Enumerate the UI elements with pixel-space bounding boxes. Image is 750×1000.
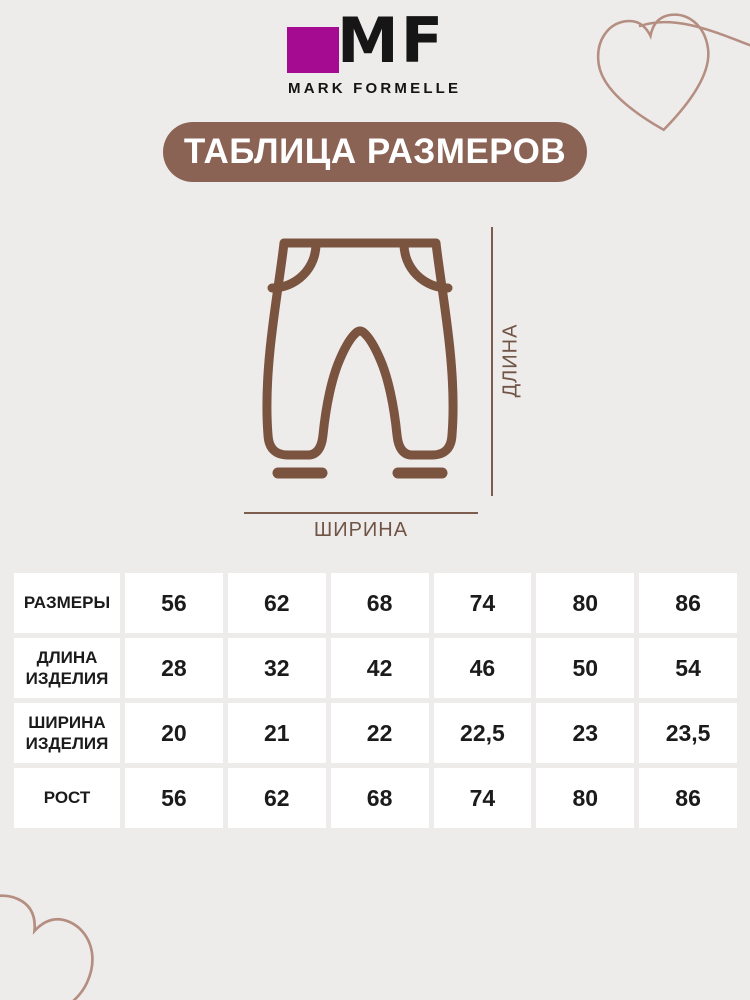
- width-value: 22,5: [434, 703, 532, 763]
- width-label: ШИРИНА: [313, 519, 409, 541]
- length-label: ДЛИНА: [499, 323, 522, 398]
- brand-logo-square: [287, 27, 339, 73]
- width-value: 23: [536, 703, 634, 763]
- length-value: 50: [536, 638, 634, 698]
- height-value: 86: [639, 768, 737, 828]
- length-dimension-line: [491, 227, 493, 496]
- page-title: ТАБЛИЦА РАЗМЕРОВ: [163, 122, 587, 182]
- size-value: 56: [125, 573, 223, 633]
- heart-doodle-icon: [0, 840, 130, 1000]
- row-header-height: РОСТ: [14, 768, 120, 828]
- size-table: [14, 573, 737, 828]
- size-value: 68: [331, 573, 429, 633]
- brand-monogram: MF: [337, 4, 446, 77]
- height-value: 68: [331, 768, 429, 828]
- pants-diagram: [260, 235, 460, 487]
- width-value: 21: [228, 703, 326, 763]
- height-value: 56: [125, 768, 223, 828]
- length-value: 28: [125, 638, 223, 698]
- brand-name: MARK FORMELLE: [288, 80, 462, 97]
- width-value: 20: [125, 703, 223, 763]
- size-value: 74: [434, 573, 532, 633]
- width-value: 22: [331, 703, 429, 763]
- size-value: 86: [639, 573, 737, 633]
- length-value: 42: [331, 638, 429, 698]
- brand-logo: [287, 4, 467, 98]
- length-value: 54: [639, 638, 737, 698]
- height-value: 62: [228, 768, 326, 828]
- width-value: 23,5: [639, 703, 737, 763]
- height-value: 80: [536, 768, 634, 828]
- size-value: 62: [228, 573, 326, 633]
- size-value: 80: [536, 573, 634, 633]
- length-value: 32: [228, 638, 326, 698]
- row-header-length: ДЛИНА ИЗДЕЛИЯ: [14, 638, 120, 698]
- width-dimension-line: [244, 512, 478, 514]
- row-header-sizes: РАЗМЕРЫ: [14, 573, 120, 633]
- heart-doodle-icon: [580, 0, 750, 165]
- length-value: 46: [434, 638, 532, 698]
- row-header-width: ШИРИНА ИЗДЕЛИЯ: [14, 703, 120, 763]
- height-value: 74: [434, 768, 532, 828]
